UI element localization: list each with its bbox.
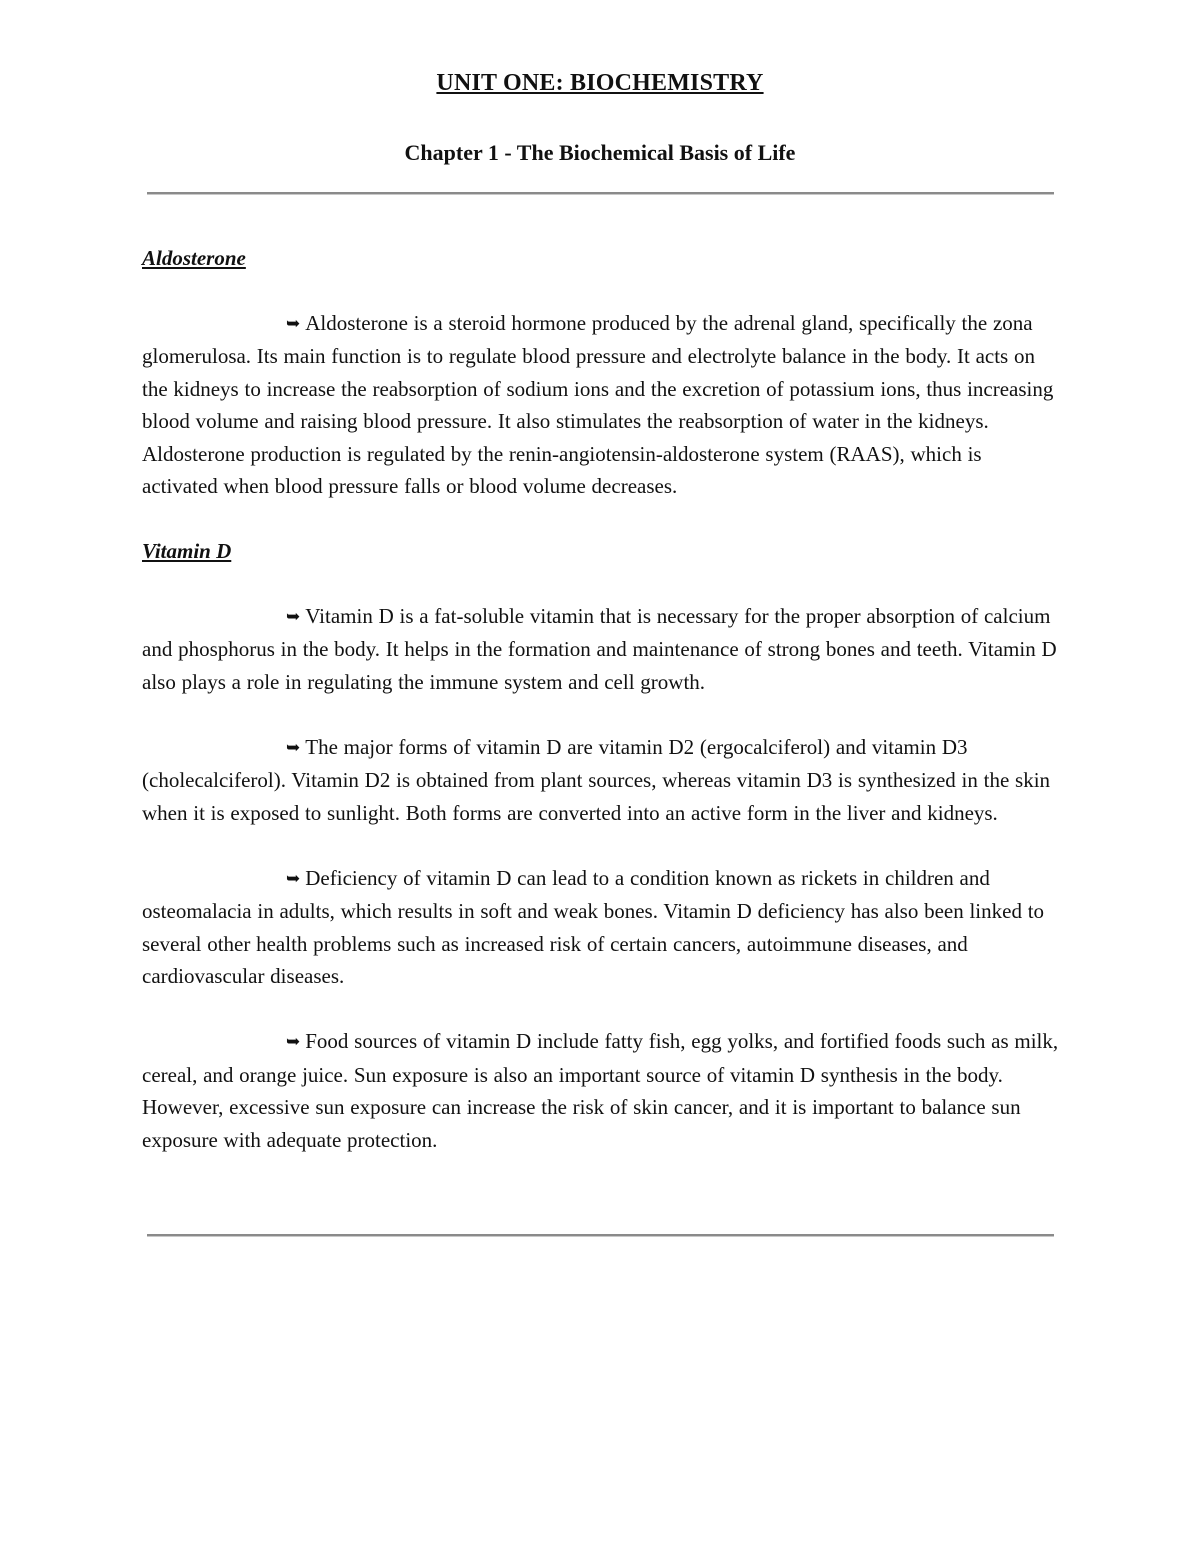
document-body <box>142 242 1060 1189</box>
paragraph-text: Food sources of vitamin D include fatty fish, egg yolks, and fortified foods such as milk, cereal, and orange juice. Sun exposure is also an important source of vitamin D synthesis in the body. However, excessive sun exposure can increase the risk of skin cancer, and it is important to balance sun exposure with adequate protection. <box>142 1029 1059 1152</box>
unit-title: UNIT ONE: BIOCHEMISTRY <box>436 70 764 96</box>
bullet-paragraph <box>142 307 1060 503</box>
arrow-bullet-icon: ➥ <box>286 868 301 889</box>
bullet-paragraph <box>142 600 1060 699</box>
chapter-title: Chapter 1 - The Biochemical Basis of Life <box>404 140 796 165</box>
arrow-bullet-icon: ➥ <box>286 737 301 758</box>
paragraph-text: The major forms of vitamin D are vitamin D2 (ergocalciferol) and vitamin D3 (cholecalciferol). Vitamin D2 is obtained from plant sources, whereas vitamin D3 is synthesized in the skin when it is exposed to sunlight. Both forms are converted into an active form in the liver and kidneys. <box>142 734 1051 825</box>
bullet-paragraph <box>142 1025 1060 1156</box>
top-divider <box>147 192 1054 195</box>
paragraph-text: Vitamin D is a fat-soluble vitamin that is necessary for the proper absorption of calcium and phosphorus in the body. It helps in the formation and maintenance of strong bones and teeth. Vitamin D also plays a role in regulating the immune system and cell growth. <box>142 603 1057 694</box>
bullet-paragraph <box>142 731 1060 830</box>
paragraph-text: Aldosterone is a steroid hormone produced by the adrenal gland, specifically the zona glomerulosa. Its main function is to regulate blood pressure and electrolyte balance in the body. It acts on the kidneys to increase the reabsorption of sodium ions and the excretion of potassium ions, thus increasing blood volume and raising blood pressure. It also stimulates the reabsorption of water in the kidneys. Aldosterone production is regulated by the renin-angiotensin-aldosterone system (RAAS), which is activated when blood pressure falls or blood volume decreases. <box>142 310 1054 498</box>
section-heading: Aldosterone <box>142 246 246 270</box>
paragraph-text: Deficiency of vitamin D can lead to a condition known as rickets in children and osteomalacia in adults, which results in soft and weak bones. Vitamin D deficiency has also been linked to several other health problems such as increased risk of certain cancers, autoimmune diseases, and cardiovascular diseases. <box>142 865 1045 988</box>
bottom-divider <box>147 1234 1054 1237</box>
section-heading: Vitamin D <box>142 539 232 563</box>
arrow-bullet-icon: ➥ <box>286 313 301 334</box>
bullet-paragraph <box>142 862 1060 993</box>
arrow-bullet-icon: ➥ <box>286 1032 301 1052</box>
section-vitamin-d <box>142 535 1060 1156</box>
section-aldosterone <box>142 242 1060 503</box>
arrow-bullet-icon: ➥ <box>286 606 301 627</box>
